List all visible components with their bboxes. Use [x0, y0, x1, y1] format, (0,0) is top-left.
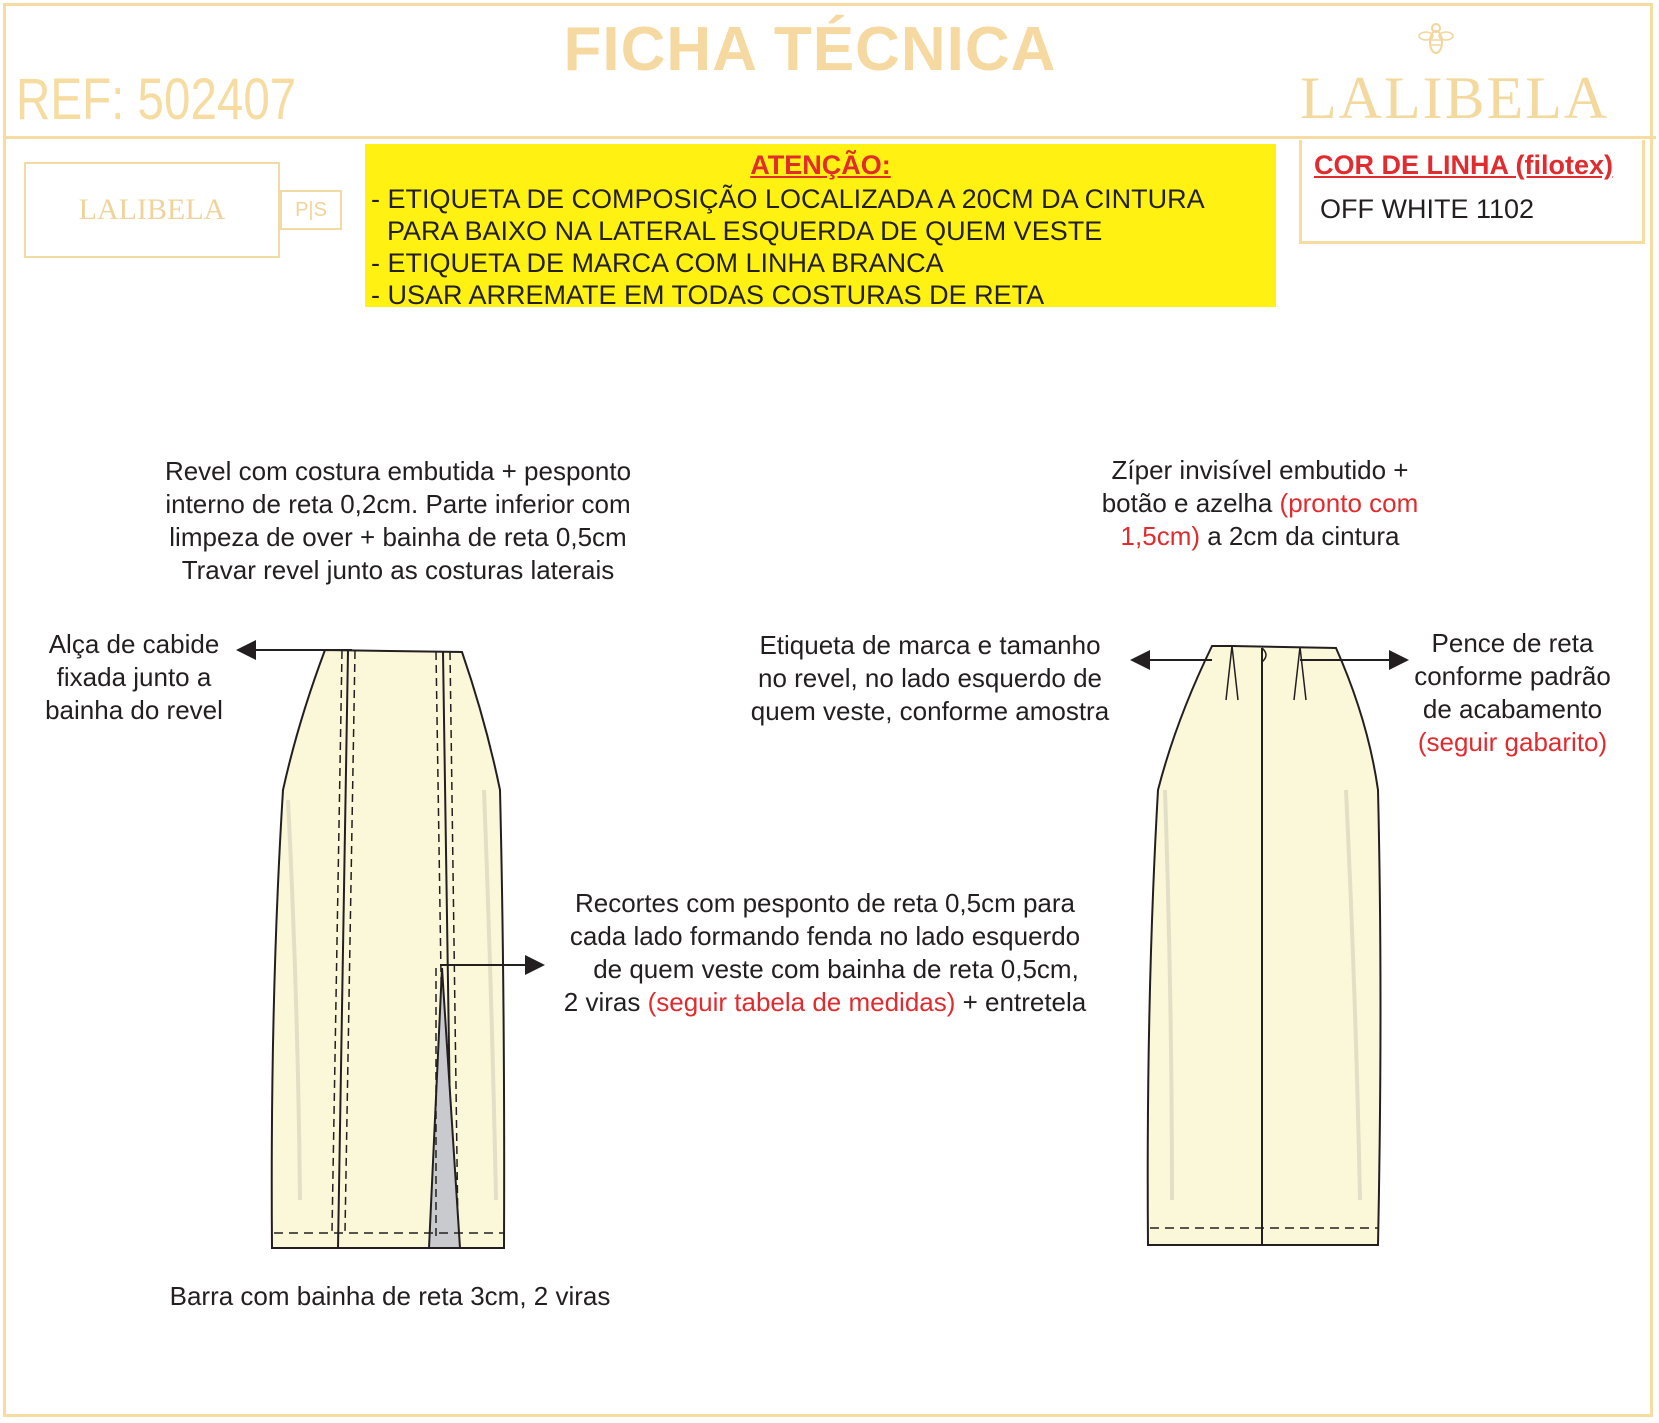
etiqueta-note — [720, 629, 1140, 728]
recortes-note-text: 2 viras — [563, 987, 648, 1017]
recortes-note-text: de quem veste com bainha de reta 0,5cm, — [593, 954, 1079, 984]
pence-note — [1400, 627, 1625, 759]
pence-note-highlight: (seguir gabarito) — [1417, 727, 1608, 757]
alca-note — [24, 628, 244, 727]
ziper-note-highlight: 1,5cm) — [1120, 521, 1201, 551]
thread-color-title: COR DE LINHA (filotex) — [1314, 150, 1613, 180]
ziper-note-line — [1040, 520, 1480, 553]
alca-note-line: bainha do revel — [45, 695, 223, 725]
back-skirt-drawing — [1148, 646, 1381, 1245]
recortes-note-line: Recortes com pesponto de reta 0,5cm para — [574, 888, 1076, 918]
brand-label: LALIBELA — [24, 162, 280, 258]
attention-line: - ETIQUETA DE MARCA COM LINHA BRANCA — [371, 248, 944, 278]
ziper-note-text: botão e azelha — [1101, 488, 1280, 518]
ziper-note — [1040, 454, 1480, 553]
size-label: P|S — [280, 190, 342, 230]
attention-line: PARA BAIXO NA LATERAL ESQUERDA DE QUEM VESTE — [387, 216, 1103, 246]
front-skirt-drawing — [272, 650, 504, 1248]
recortes-note-text: + entretela — [955, 987, 1087, 1017]
alca-note-line: Alça de cabide — [48, 629, 220, 659]
recortes-note — [520, 887, 1130, 1019]
recortes-note-line: cada lado formando fenda no lado esquerdo — [569, 921, 1081, 951]
revel-note-line: limpeza de over + bainha de reta 0,5cm — [169, 522, 627, 552]
ziper-note-line — [1040, 487, 1480, 520]
recortes-note-line — [520, 953, 1130, 986]
revel-note — [128, 455, 668, 587]
pence-note-line: de acabamento — [1422, 694, 1603, 724]
brand-logo: LALIBELA — [1300, 65, 1610, 131]
recortes-note-highlight: (seguir tabela de medidas) — [647, 987, 956, 1017]
attention-line: - ETIQUETA DE COMPOSIÇÃO LOCALIZADA A 20CM DA CINTURA — [371, 184, 1205, 214]
revel-note-line: Revel com costura embutida + pesponto — [164, 456, 632, 486]
ziper-note-highlight: (pronto com — [1279, 488, 1419, 518]
page-title: FICHA TÉCNICA — [563, 15, 1057, 84]
revel-note-line: interno de reta 0,2cm. Parte inferior com — [165, 489, 631, 519]
recortes-note-line — [520, 986, 1130, 1019]
ziper-note-line: Zíper invisível embutido + — [1111, 455, 1409, 485]
revel-note-line: Travar revel junto as costuras laterais — [181, 555, 615, 585]
pence-note-line: Pence de reta — [1431, 628, 1594, 658]
barra-note: Barra com bainha de reta 3cm, 2 viras — [169, 1281, 611, 1311]
thread-color-value: OFF WHITE 1102 — [1320, 194, 1535, 224]
reference-code: REF: 502407 — [16, 67, 297, 132]
pence-note-line: conforme padrão — [1414, 661, 1611, 691]
attention-title: ATENÇÃO: — [750, 150, 891, 180]
etiqueta-note-line: quem veste, conforme amostra — [750, 696, 1110, 726]
etiqueta-note-line: Etiqueta de marca e tamanho — [759, 630, 1101, 660]
alca-note-line: fixada junto a — [56, 662, 212, 692]
ziper-note-text: a 2cm da cintura — [1200, 521, 1400, 551]
attention-line: - USAR ARREMATE EM TODAS COSTURAS DE RETA — [371, 280, 1045, 307]
etiqueta-note-line: no revel, no lado esquerdo de — [757, 663, 1103, 693]
